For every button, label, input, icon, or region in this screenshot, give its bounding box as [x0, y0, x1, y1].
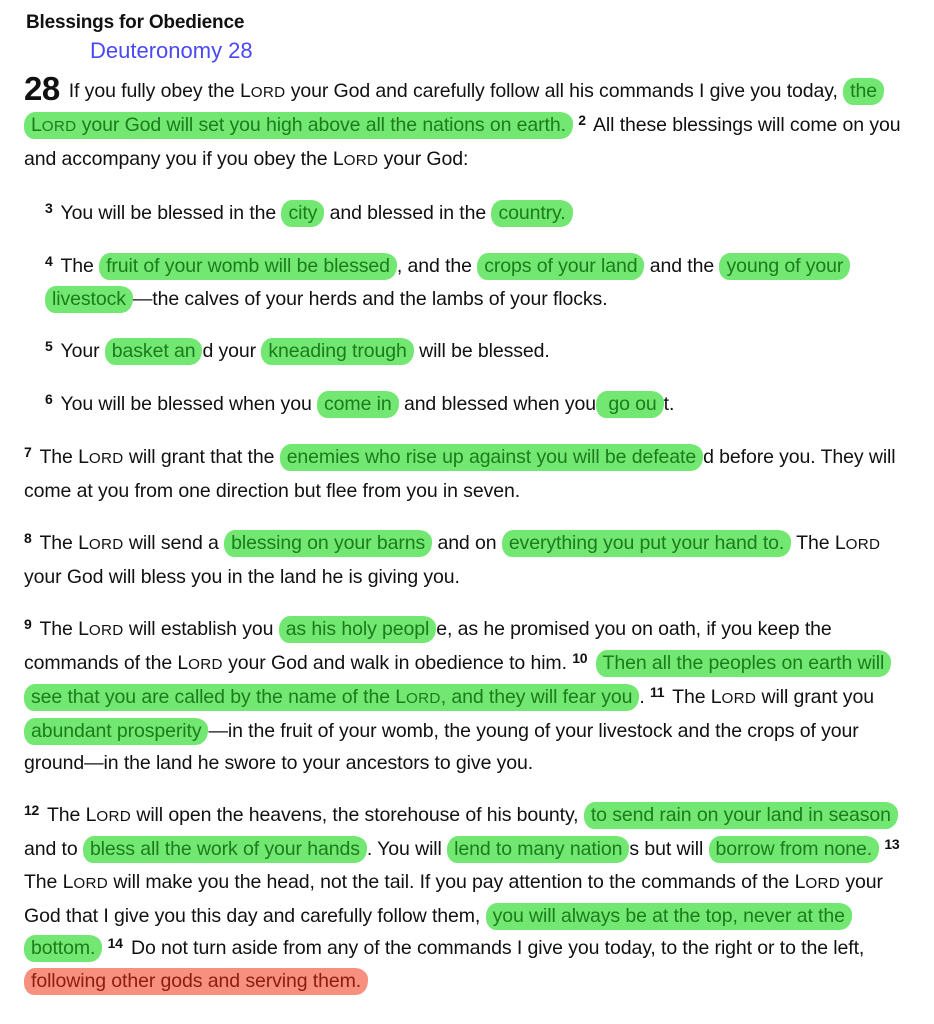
green-highlight[interactable]: Then all the peoples on earth will see that you are called by the name of the LORD, and they will fear you	[24, 650, 891, 711]
verse-paragraph	[45, 335, 908, 368]
section-heading: Blessings for Obedience	[26, 12, 245, 33]
green-highlight[interactable]: abundant prosperity	[24, 718, 208, 745]
red-highlight[interactable]: following other gods and serving them.	[24, 968, 368, 995]
verse-text: The LORD will establish you	[39, 618, 279, 640]
green-highlight[interactable]: go ou	[596, 391, 664, 418]
verse-number: 6	[45, 391, 53, 407]
verse-text: and blessed when you	[398, 393, 597, 415]
green-highlight[interactable]: you will always be at the top, never at the bottom.	[24, 903, 852, 962]
verse-number: 5	[45, 338, 53, 354]
verse-text: You will be blessed when you	[60, 393, 318, 415]
verse-text: The LORD will send a	[39, 532, 225, 554]
verse-text: and on	[432, 532, 502, 554]
green-highlight[interactable]: young of your livestock	[45, 253, 850, 313]
verse-text: Do not turn aside from any of the commands I give you today, to the right or to the left,	[130, 937, 865, 959]
verse-number: 7	[24, 444, 32, 460]
green-highlight[interactable]: come in	[317, 391, 399, 418]
verse-number: 11	[649, 684, 665, 700]
verse-paragraph	[45, 197, 908, 230]
divine-name: LORD	[710, 686, 757, 708]
verse-text: and blessed in the	[324, 202, 492, 224]
verse-text: , and the	[396, 255, 478, 277]
divine-name: LORD	[834, 532, 881, 554]
verse-paragraph	[24, 441, 908, 507]
verse-number: 2	[578, 112, 586, 128]
verse-number: 14	[107, 935, 123, 951]
verse-paragraph	[24, 613, 908, 779]
verse-text	[102, 937, 107, 959]
verse-text: d your	[202, 340, 262, 362]
verse-text: The LORD will make you the head, not the tail. If you pay attention to the commands of the LORD your God that I give you this day and carefully follow them,	[24, 871, 883, 927]
verse-text: and the	[644, 255, 720, 277]
verse-number: 13	[884, 836, 900, 852]
green-highlight[interactable]: enemies who rise up against you will be defeate	[280, 444, 703, 471]
divine-name: LORD	[62, 871, 109, 893]
verse-number: 9	[24, 616, 32, 632]
verse-number: 12	[24, 802, 39, 818]
green-highlight[interactable]: to send rain on your land in season	[584, 802, 898, 829]
verse-paragraph	[24, 527, 908, 593]
verse-paragraph	[45, 250, 908, 315]
verse-text: The	[60, 255, 100, 277]
verse-text: The LORD your God will bless you in the land he is giving you.	[24, 532, 881, 588]
divine-name: LORD	[177, 652, 223, 674]
verse-number: 8	[24, 530, 32, 546]
verse-text: You will be blessed in the	[60, 202, 282, 224]
green-highlight[interactable]: blessing on your barns	[224, 530, 432, 557]
verse-text: .	[639, 686, 650, 708]
green-highlight[interactable]: country.	[491, 200, 572, 227]
verse-paragraph	[45, 388, 908, 421]
verse-text: and to	[24, 838, 83, 860]
green-highlight[interactable]: kneading trough	[261, 338, 413, 365]
verse-paragraph	[24, 799, 908, 997]
verse-text: The LORD will grant you	[672, 686, 874, 708]
verse-text: will be blessed.	[413, 340, 550, 362]
verse-text: The LORD will open the heavens, the storehouse of his bounty,	[46, 804, 584, 826]
green-highlight[interactable]: everything you put your hand to.	[502, 530, 791, 557]
verse-paragraph	[24, 72, 908, 177]
divine-name: LORD	[31, 114, 77, 136]
divine-name: LORD	[78, 618, 124, 640]
passage-reference-link[interactable]: Deuteronomy 28	[90, 38, 253, 63]
passage-text	[24, 72, 908, 997]
divine-name: LORD	[78, 446, 124, 468]
verse-text: t.	[663, 393, 675, 415]
green-highlight[interactable]: borrow from none.	[709, 836, 880, 863]
green-highlight[interactable]: basket an	[105, 338, 203, 365]
verse-number: 3	[45, 200, 53, 216]
divine-name: LORD	[332, 148, 379, 170]
green-highlight[interactable]: as his holy peopl	[279, 616, 437, 643]
green-highlight[interactable]: lend to many nation	[447, 836, 629, 863]
verse-text: The LORD will grant that the	[39, 446, 280, 468]
divine-name: LORD	[395, 686, 441, 708]
verse-text: All these blessings will come on you and accompany you if you obey the LORD your God:	[24, 114, 901, 170]
chapter-number: 28	[24, 70, 60, 107]
divine-name: LORD	[794, 871, 841, 893]
verse-text: . You will	[366, 838, 448, 860]
divine-name: LORD	[78, 532, 124, 554]
divine-name: LORD	[85, 804, 132, 826]
divine-name: LORD	[239, 80, 286, 102]
green-highlight[interactable]: bless all the work of your hands	[83, 836, 367, 863]
green-highlight[interactable]: crops of your land	[477, 253, 644, 280]
green-highlight[interactable]: fruit of your womb will be blessed	[99, 253, 397, 280]
verse-text: Your	[60, 340, 105, 362]
verse-text: e, as he promised you on oath, if you keep the commands of the LORD your God and walk in obedience to him.	[24, 618, 832, 674]
verse-text: d before you. They will come at you from one direction but flee from you in seven.	[24, 446, 896, 502]
green-highlight[interactable]: the LORD your God will set you high above all the nations on earth.	[24, 78, 884, 139]
verse-number: 10	[572, 650, 588, 666]
verse-text: —in the fruit of your womb, the young of your livestock and the crops of your ground—in the land he swore to your ancestors to give you.	[24, 720, 859, 774]
verse-text: s but will	[629, 838, 709, 860]
verse-number: 4	[45, 253, 53, 269]
green-highlight[interactable]: city	[281, 200, 324, 227]
verse-text: —the calves of your herds and the lambs of your flocks.	[132, 288, 608, 310]
verse-text: If you fully obey the LORD your God and carefully follow all his commands I give you today,	[68, 80, 844, 102]
